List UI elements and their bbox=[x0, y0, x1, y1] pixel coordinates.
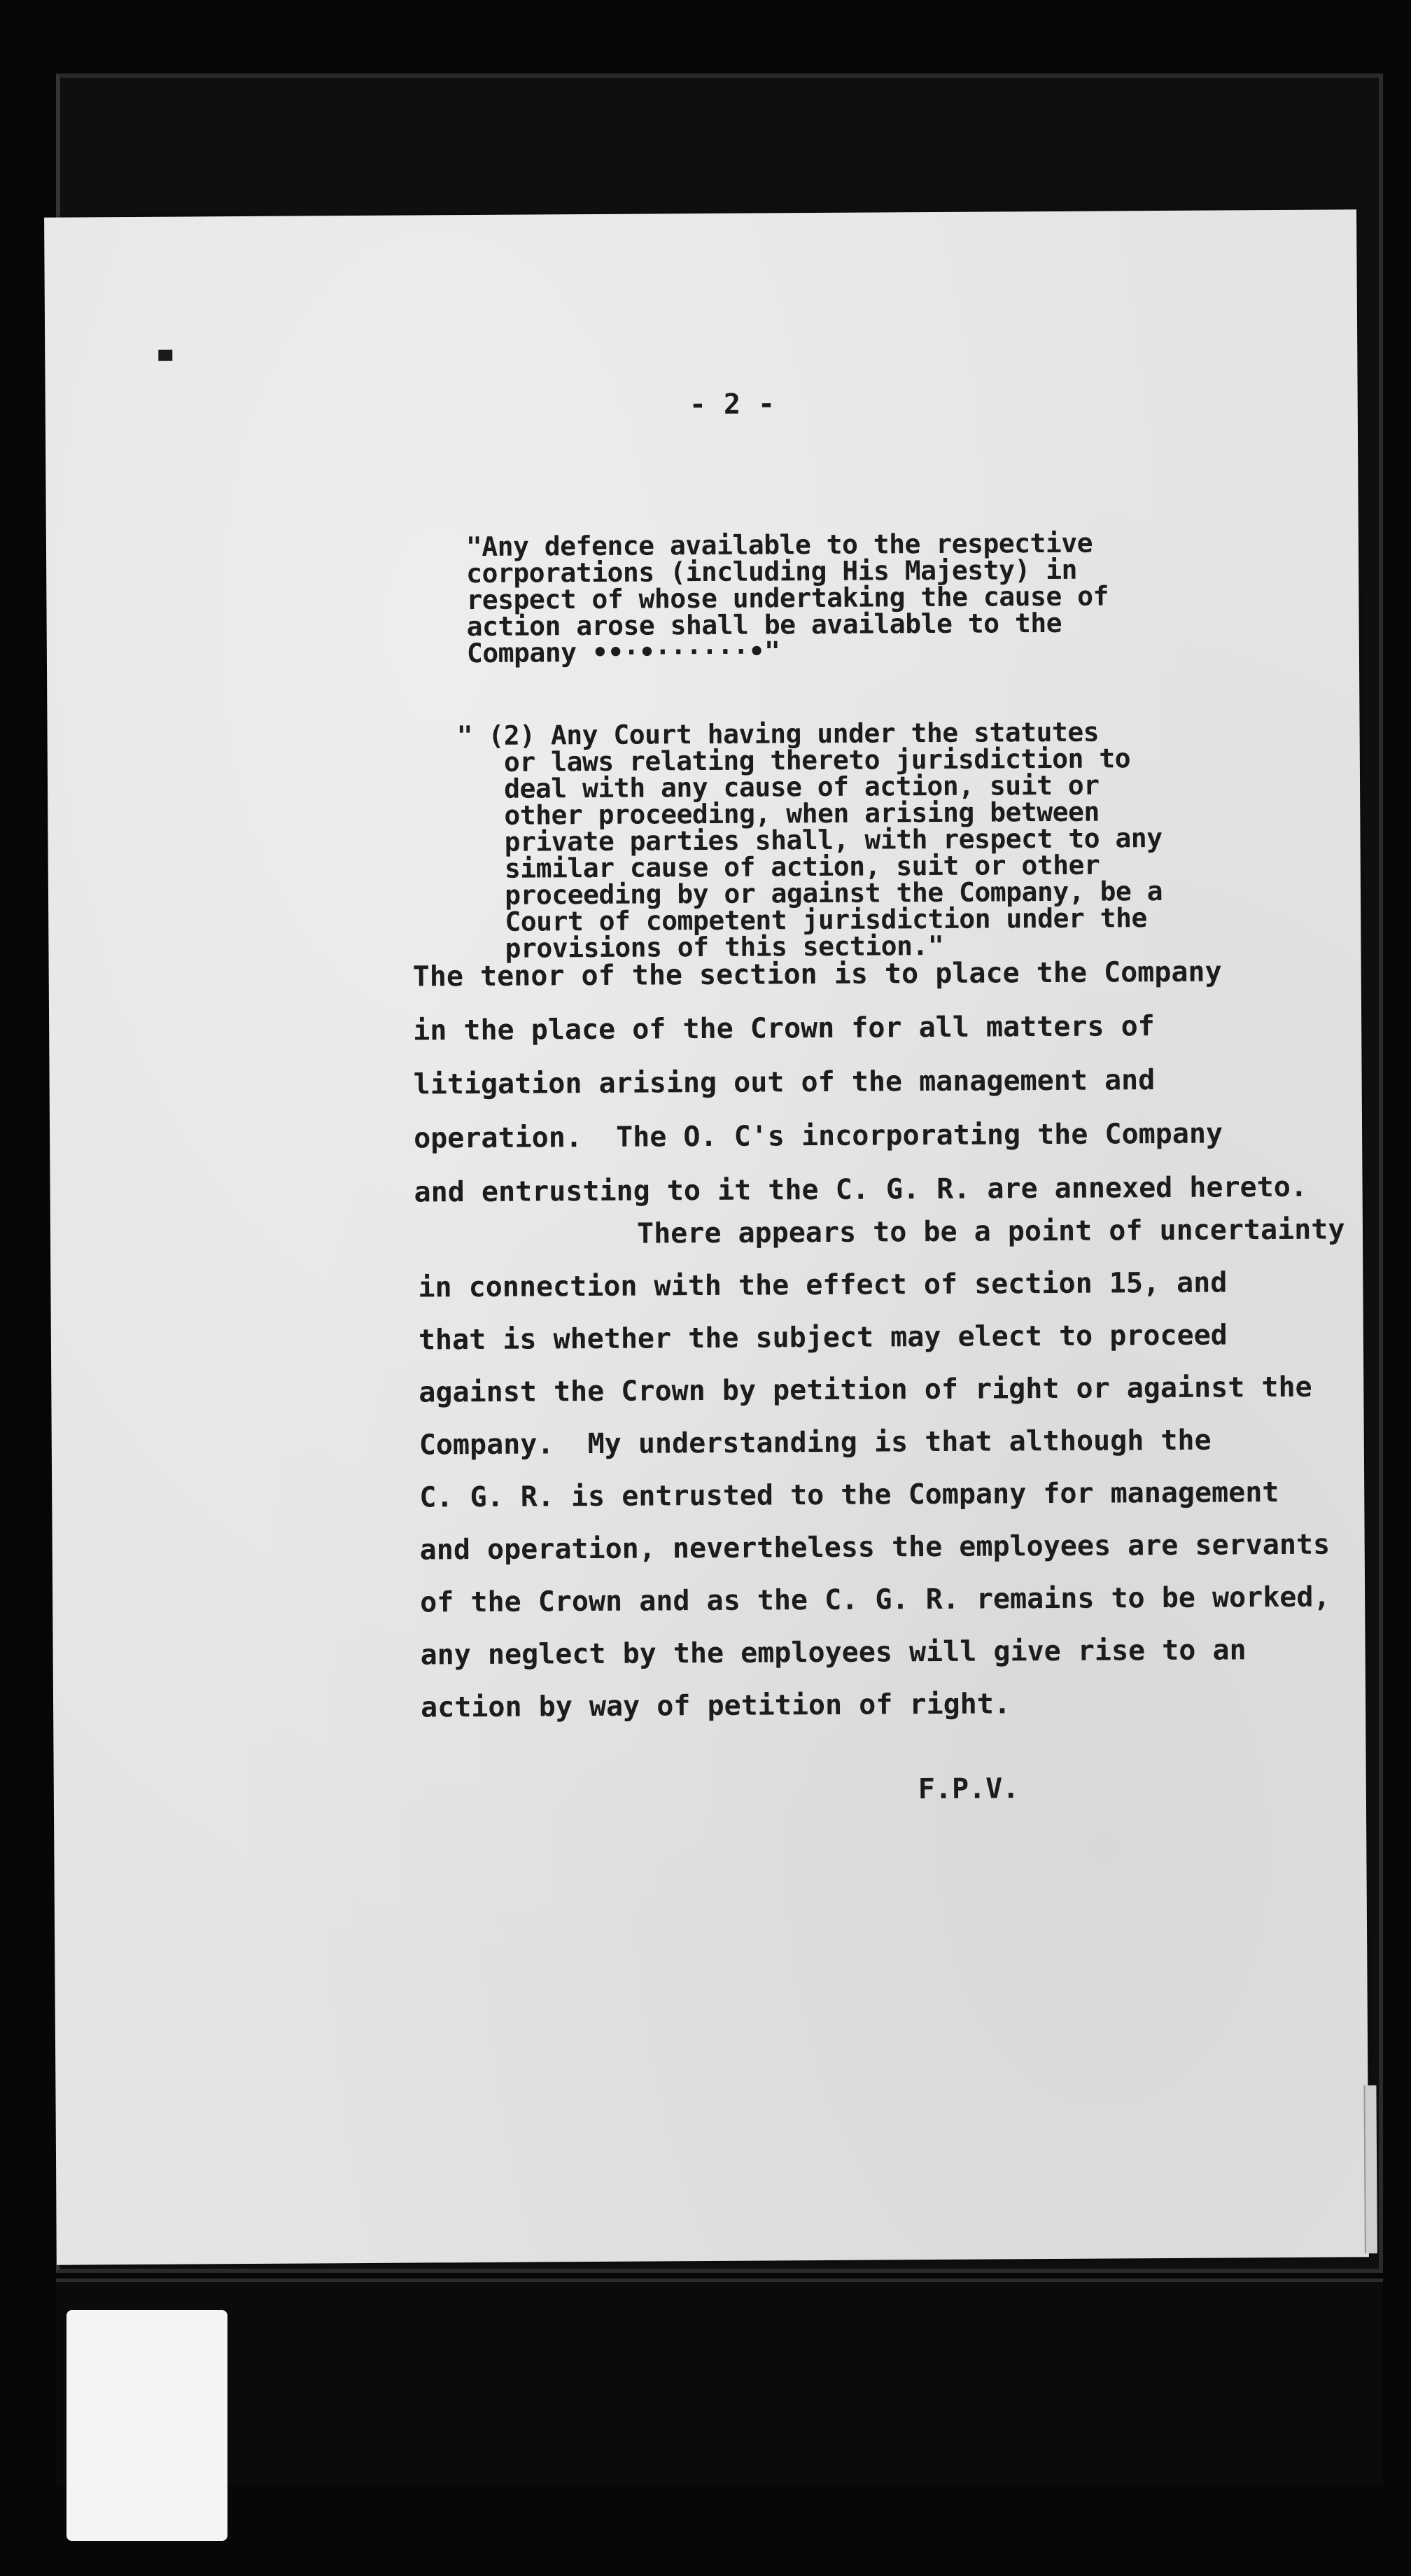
paragraph-line: action by way of petition of right. bbox=[420, 1688, 1011, 1724]
quote-line: respect of whose undertaking the cause of bbox=[466, 580, 1109, 616]
subsection-line: Court of competent jurisdiction under the bbox=[458, 902, 1147, 938]
page-edge bbox=[1363, 2085, 1377, 2253]
page-number: - 2 - bbox=[689, 388, 775, 421]
subsection-line: or laws relating thereto jurisdiction to bbox=[456, 743, 1131, 778]
paragraph-line: in the place of the Crown for all matters of bbox=[413, 1010, 1155, 1047]
subsection-line: deal with any cause of action, suit or bbox=[456, 769, 1100, 805]
subsection-line: " (2) Any Court having under the statutes bbox=[456, 716, 1100, 752]
subsection-line: other proceeding, when arising between bbox=[457, 796, 1100, 832]
paragraph-line: C. G. R. is entrusted to the Company for management bbox=[419, 1476, 1279, 1514]
paragraph-line: against the Crown by petition of right or against the bbox=[419, 1371, 1312, 1409]
paragraph-line: any neglect by the employees will give rise to an bbox=[420, 1634, 1247, 1672]
subsection-line: provisions of this section." bbox=[458, 930, 944, 965]
subsection-line: similar cause of action, suit or other bbox=[457, 849, 1100, 885]
blank-label-card bbox=[66, 2310, 227, 2541]
quote-line: "Any defence available to the respective bbox=[465, 527, 1093, 563]
quote-line: Company ••·•······•" bbox=[466, 636, 780, 669]
paragraph-line: Company. My understanding is that although the bbox=[419, 1424, 1212, 1462]
subsection-line: proceeding by or against the Company, be a bbox=[457, 876, 1163, 911]
quote-line: action arose shall be available to the bbox=[466, 607, 1062, 643]
paragraph-uncertainty bbox=[417, 1204, 1345, 1735]
paragraph-line: and entrusting to it the C. G. R. are annexed hereto. bbox=[414, 1170, 1308, 1209]
paragraph-line: The tenor of the section is to place the Company bbox=[412, 955, 1222, 993]
subsection-two bbox=[456, 716, 1284, 965]
quoted-provision bbox=[465, 527, 1272, 669]
paragraph-line: There appears to be a point of uncertainty bbox=[417, 1213, 1345, 1252]
paragraph-line: litigation arising out of the management and bbox=[413, 1064, 1156, 1101]
paragraph-line: of the Crown and as the C. G. R. remains to be worked, bbox=[420, 1581, 1331, 1619]
document-page bbox=[44, 209, 1369, 2264]
paragraph-line: in connection with the effect of section 15, and bbox=[418, 1266, 1228, 1304]
paragraph-tenor bbox=[412, 945, 1324, 1220]
paragraph-line: operation. The O. C's incorporating the Company bbox=[413, 1117, 1223, 1155]
paragraph-line: that is whether the subject may elect to proceed bbox=[418, 1319, 1228, 1357]
paragraph-line: and operation, nevertheless the employees are servants bbox=[419, 1528, 1331, 1567]
subsection-line: private parties shall, with respect to any bbox=[457, 822, 1163, 858]
signature-initials: F.P.V. bbox=[918, 1772, 1020, 1806]
film-margin bbox=[56, 2278, 1383, 2485]
corner-mark bbox=[158, 350, 172, 361]
quote-line: corporations (including His Majesty) in bbox=[466, 554, 1078, 589]
